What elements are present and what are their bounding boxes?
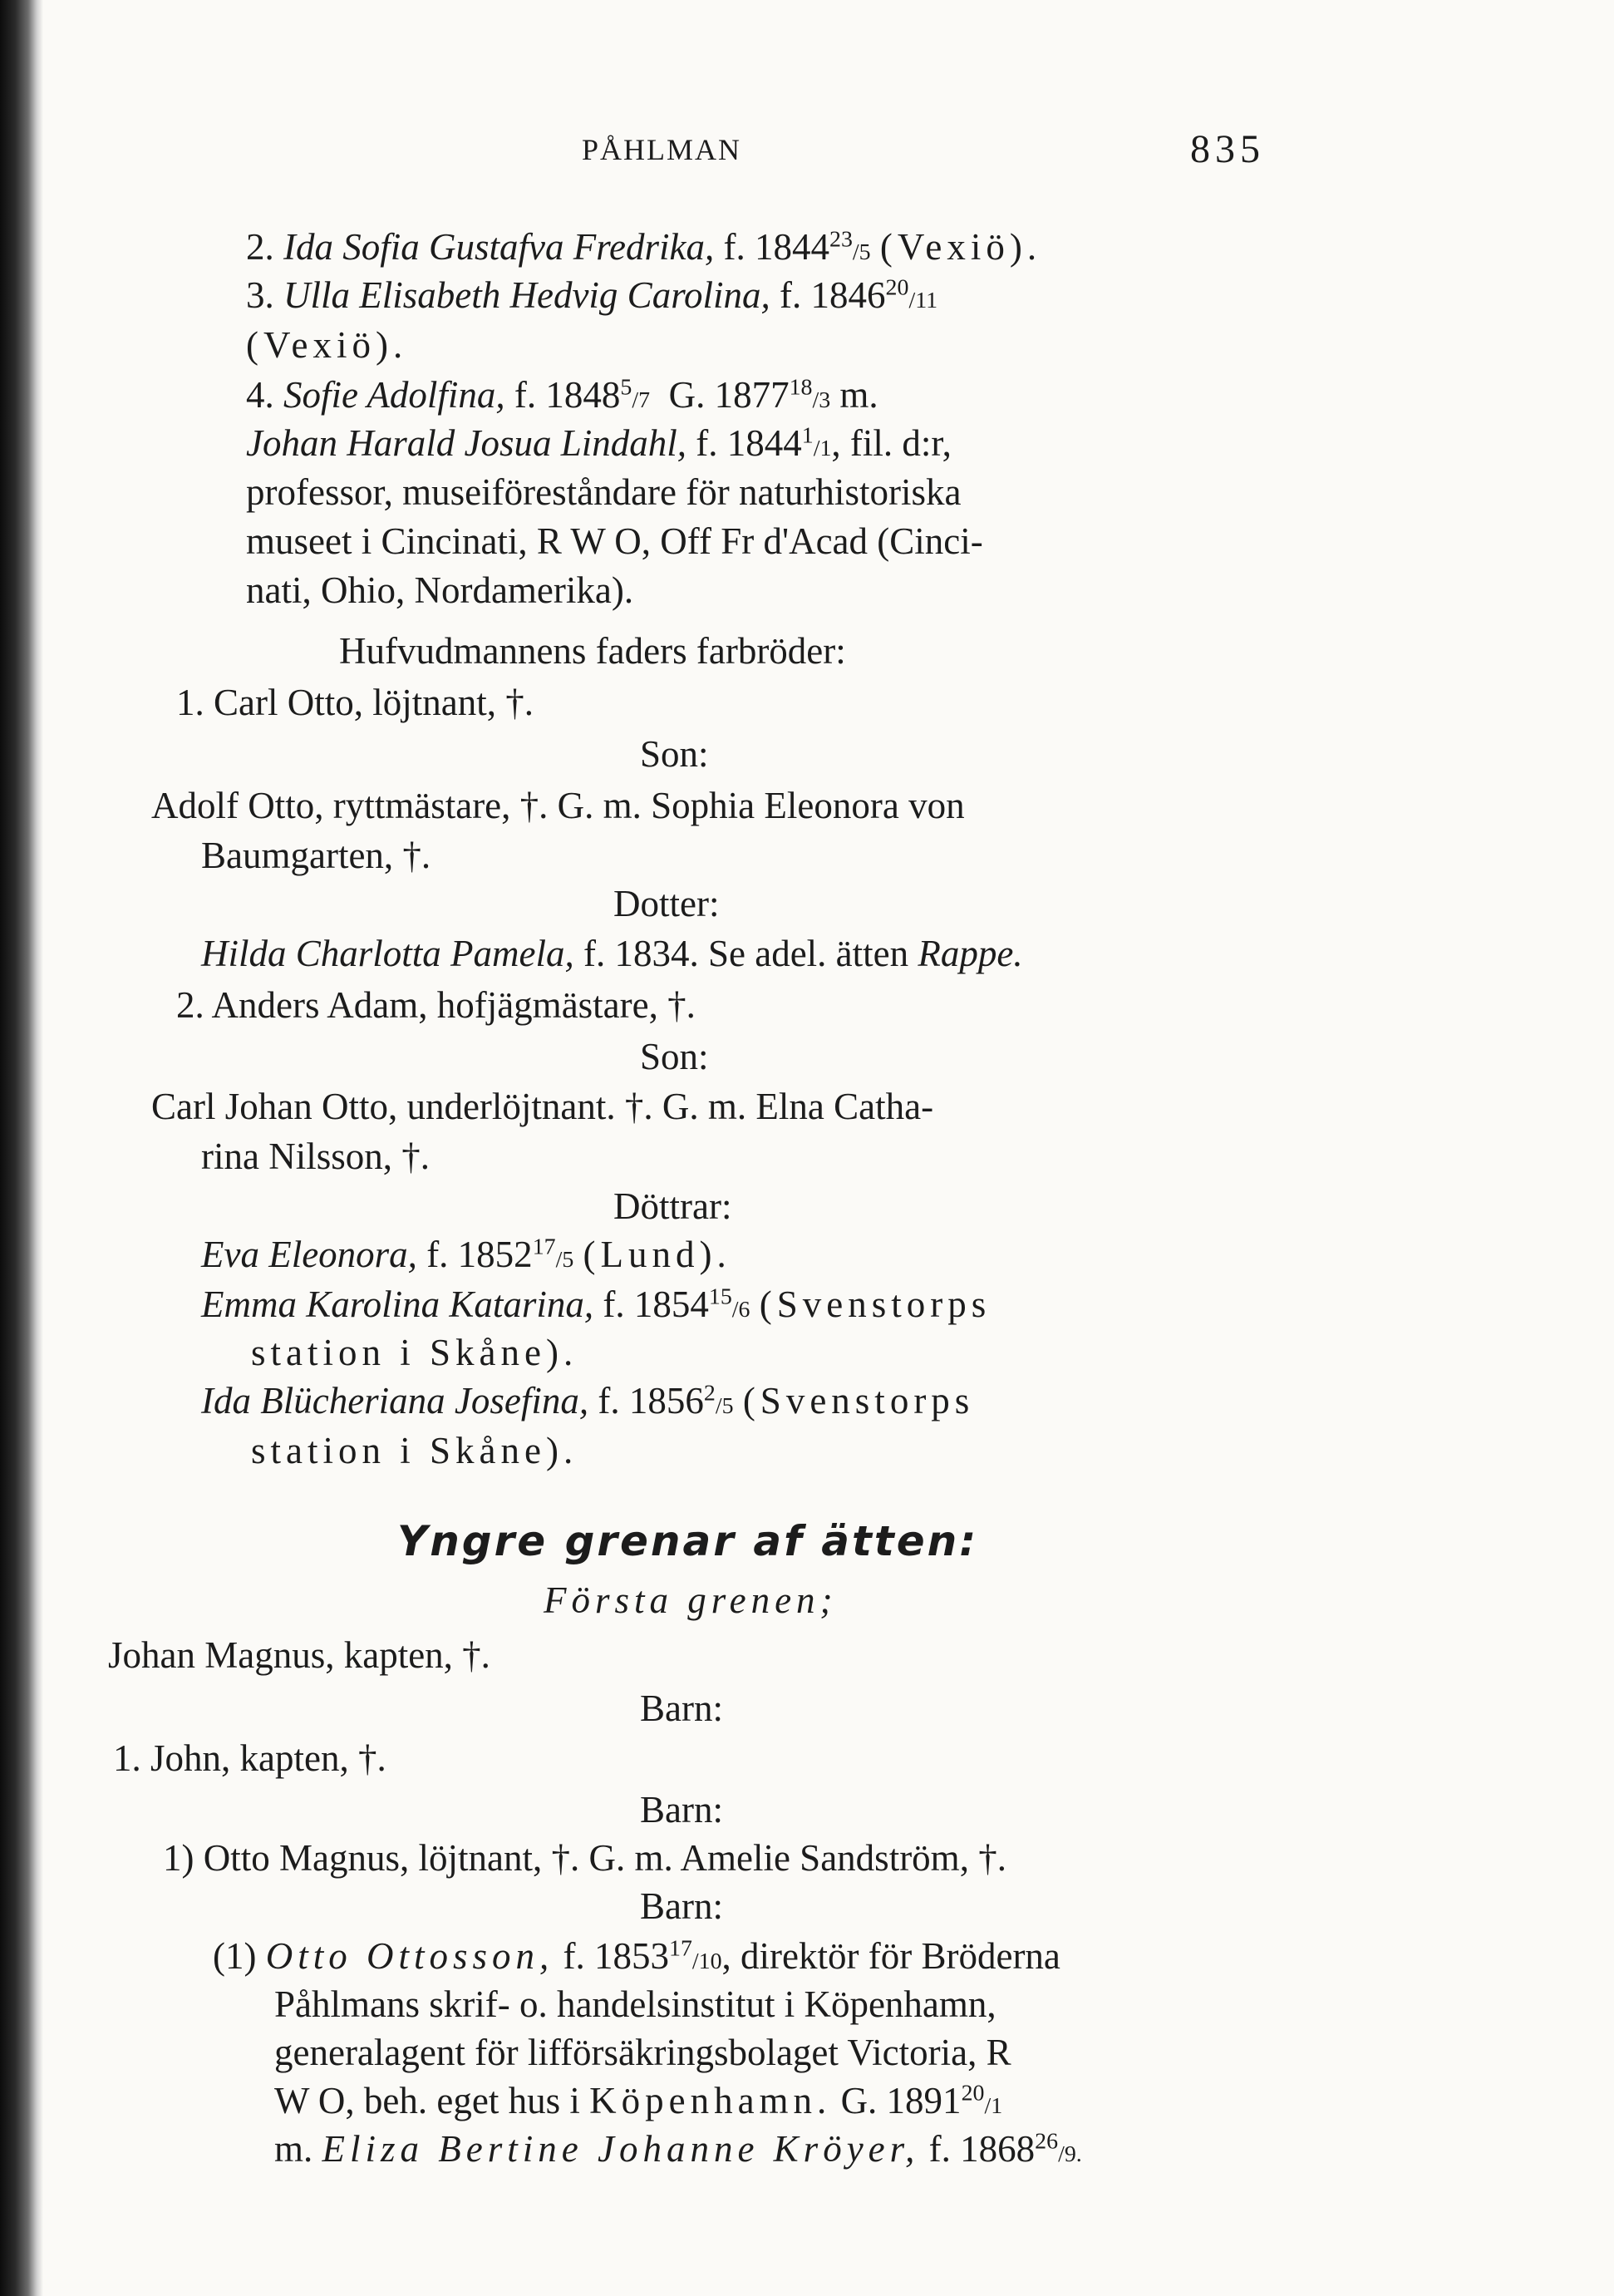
entry-3-place: (Vexiö).	[246, 324, 408, 366]
page-number: 835	[1190, 127, 1265, 171]
otto-ottosson-line-4: W O, beh. eget hus i Köpenhamn. G. 1891$^{20}$/1	[274, 2080, 1003, 2121]
great-grandchild-otto-ottosson: (1) Otto Ottosson, f. 1853$^{17}$/10, direktör för Bröderna	[213, 1935, 1060, 1977]
otto-ottosson-line-2: Påhlmans skrif- o. handelsinstitut i Köpenhamn,	[274, 1983, 996, 2025]
daughter-ida: Ida Blücheriana Josefina, f. 1856$^2$/5 (Svenstorps	[201, 1380, 975, 1421]
entry-4-spouse: Johan Harald Josua Lindahl, f. 1844$^1$/1, fil. d:r,	[246, 422, 952, 464]
entry-2: 2. Ida Sofia Gustafva Fredrika, f. 1844$^{23}$/5 (Vexiö).	[246, 226, 1042, 268]
branch-founder: Johan Magnus, kapten, †.	[108, 1634, 490, 1676]
uncle-1-son-line-1: Adolf Otto, ryttmästare, †. G. m. Sophia Eleonora von	[151, 785, 965, 826]
uncle-1-son-heading: Son:	[640, 733, 709, 775]
uncle-2-daughters-heading: Döttrar:	[613, 1185, 732, 1227]
uncle-2-son-line-1: Carl Johan Otto, underlöjtnant. †. G. m. Elna Catha-	[151, 1086, 934, 1127]
uncle-1-daughter: Hilda Charlotta Pamela, f. 1834. Se adel. ätten Rappe.	[201, 933, 1023, 974]
daughter-emma-line-2: station i Skåne).	[251, 1332, 578, 1373]
uncle-1: 1. Carl Otto, löjtnant, †.	[176, 682, 534, 723]
uncle-2: 2. Anders Adam, hofjägmästare, †.	[176, 984, 696, 1026]
children-heading-3: Barn:	[640, 1885, 723, 1927]
otto-ottosson-line-5: m. Eliza Bertine Johanne Kröyer, f. 1868$^{26}$/9.	[274, 2128, 1082, 2170]
uncle-2-son-heading: Son:	[640, 1036, 709, 1077]
entry-4-line-3: professor, museiföreståndare för naturhistoriska	[246, 471, 962, 513]
daughter-ida-line-2: station i Skåne).	[251, 1430, 578, 1471]
uncles-heading: Hufvudmannens faders farbröder:	[339, 630, 846, 672]
entry-3: 3. Ulla Elisabeth Hedvig Carolina, f. 1846$^{20}$/11	[246, 274, 938, 316]
running-title: PÅHLMAN	[582, 133, 742, 166]
first-branch-heading: Första grenen;	[544, 1579, 838, 1621]
child-john: 1. John, kapten, †.	[113, 1737, 386, 1779]
children-heading-2: Barn:	[640, 1789, 723, 1830]
uncle-2-son-line-2: rina Nilsson, †.	[201, 1136, 430, 1177]
uncle-1-son-line-2: Baumgarten, †.	[201, 835, 431, 876]
younger-branches-heading: Yngre grenar af ätten:	[397, 1517, 979, 1565]
otto-ottosson-line-3: generalagent för lifförsäkringsbolaget Victoria, R	[274, 2032, 1011, 2073]
daughter-emma: Emma Karolina Katarina, f. 1854$^{15}$/6 (Svenstorps	[201, 1283, 992, 1325]
uncle-1-daughter-heading: Dotter:	[613, 883, 720, 924]
entry-4-line-4: museet i Cincinati, R W O, Off Fr d'Acad (Cinci-	[246, 520, 983, 562]
entry-4-line-5: nati, Ohio, Nordamerika).	[246, 569, 634, 611]
children-heading-1: Barn:	[640, 1688, 723, 1729]
daughter-eva: Eva Eleonora, f. 1852$^{17}$/5 (Lund).	[201, 1234, 731, 1275]
entry-4: 4. Sofie Adolfina, f. 1848$^5$/7 G. 1877$^{18}$/3 m.	[246, 374, 878, 416]
grandchild-otto-magnus: 1) Otto Magnus, löjtnant, †. G. m. Amelie Sandström, †.	[163, 1837, 1006, 1879]
